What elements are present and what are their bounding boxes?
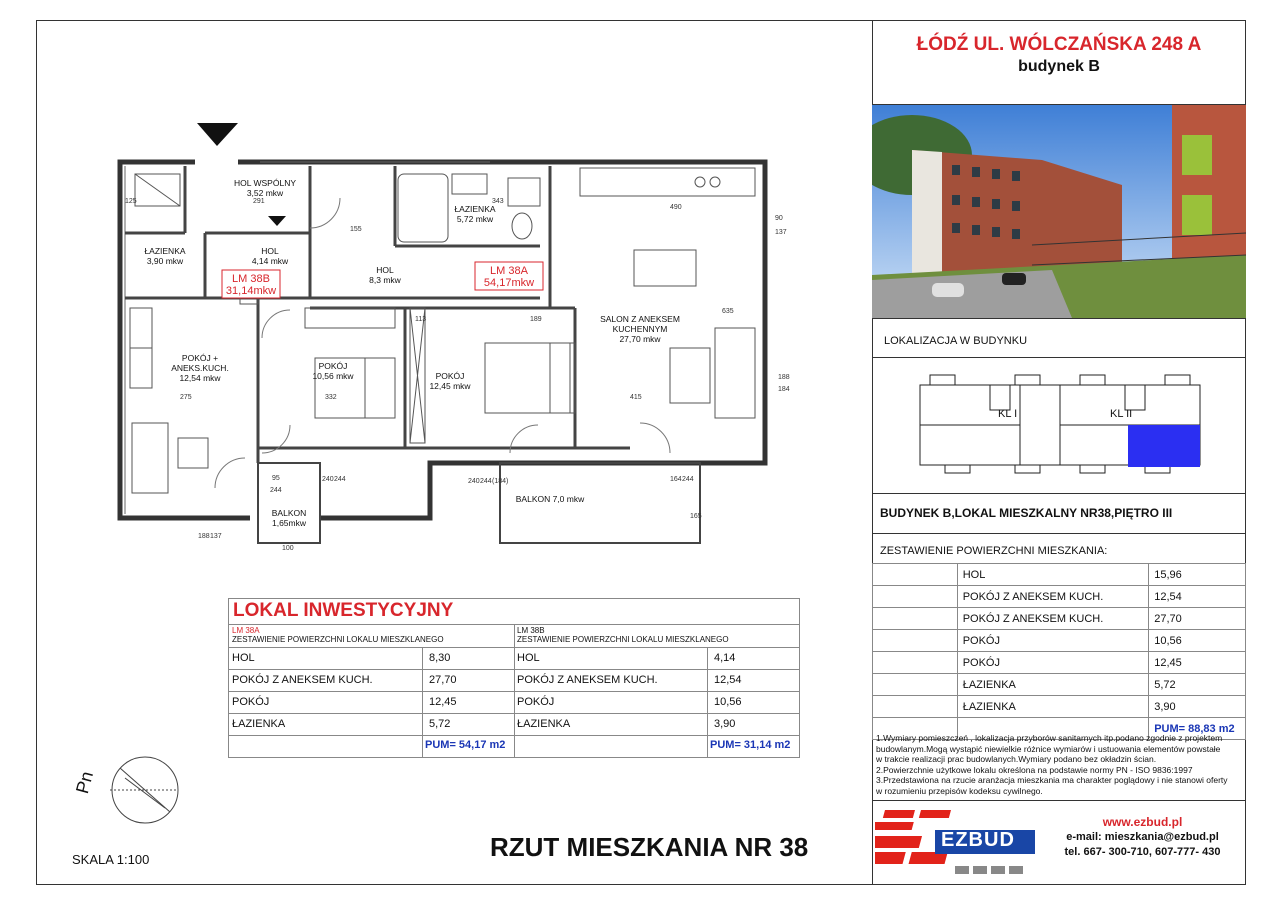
summary-room: POKÓJ <box>957 652 1149 674</box>
summary-area: 5,72 <box>1149 674 1246 696</box>
summary-area: 10,56 <box>1149 630 1246 652</box>
plan-dimension: 164 <box>670 476 682 483</box>
investment-title: LOKAL INWESTYCYJNY <box>233 600 454 621</box>
room-hol-b: HOL 4,14 mkw <box>251 246 289 266</box>
plan-dimension: 244 <box>270 487 282 494</box>
plan-dimension: 275 <box>180 394 192 401</box>
building-location-map <box>905 365 1235 475</box>
note-line: w rozumieniu przepisów kodeksu cywilnego. <box>876 785 1043 796</box>
building-render-illustration <box>872 105 1246 318</box>
plan-dimension: 240 <box>468 478 480 485</box>
inv-b-area: 10,56 <box>714 696 742 708</box>
inv-b-room: POKÓJ <box>517 696 555 708</box>
plan-dimension: 100 <box>282 545 294 552</box>
inv-a-room: POKÓJ <box>232 696 270 708</box>
unit-location-highlight <box>1128 425 1200 467</box>
phone-number: tel. 667- 300-710, 607-777- 430 <box>1064 846 1221 858</box>
lm38b-label: LM 38B 31,14mkw <box>225 273 277 297</box>
summary-total: PUM= 88,83 m2 <box>1149 718 1246 740</box>
scale-label: SKALA 1:100 <box>72 852 150 867</box>
summary-row <box>873 608 1246 630</box>
note-line: 1.Wymiary pomieszczeń , lokalizacja przyborów sanitarnych itp.podano zgodnie z projektem <box>876 733 1223 743</box>
room-hol-a: HOL 8,3 mkw <box>369 265 401 285</box>
building-render <box>872 105 1246 318</box>
email-link[interactable]: e-mail: mieszkania@ezbud.pl <box>1066 831 1219 843</box>
summary-area: 27,70 <box>1149 608 1246 630</box>
lm38a-label: LM 38A 54,17mkw <box>483 265 535 289</box>
plan-dimension: (184) <box>492 478 509 485</box>
note-line: w trakcie realizacji prac budowlanych.Wymiary podano bez okładzin ścian. <box>876 754 1157 764</box>
inv-a-total: PUM= 54,17 m2 <box>425 739 506 751</box>
logo-text: EZBUD <box>941 829 1015 851</box>
plan-dimension: 113 <box>415 316 427 323</box>
inv-b-room: POKÓJ Z ANEKSEM KUCH. <box>517 674 658 686</box>
unit-info: BUDYNEK B,LOKAL MIESZKALNY NR38,PIĘTRO III <box>880 506 1173 520</box>
plan-dimension: 188 <box>198 533 210 540</box>
building-subtitle: budynek B <box>1018 58 1100 75</box>
room-balkon-big: BALKON 7,0 mkw <box>515 494 585 504</box>
plan-dimension: 332 <box>325 394 337 401</box>
plan-dimension: 189 <box>530 316 542 323</box>
plan-dimension: 635 <box>722 308 734 315</box>
summary-row <box>873 564 1246 586</box>
inv-a-room: POKÓJ Z ANEKSEM KUCH. <box>232 674 373 686</box>
room-lazienka-b: ŁAZIENKA 3,90 mkw <box>144 246 186 266</box>
room-hol-wspolny: HOL WSPÓLNY 3,52 mkw <box>233 178 297 198</box>
inv-a-room: HOL <box>232 652 255 664</box>
room-lazienka-a: ŁAZIENKA 5,72 mkw <box>454 204 496 224</box>
summary-room: POKÓJ Z ANEKSEM KUCH. <box>957 586 1149 608</box>
summary-area: 12,45 <box>1149 652 1246 674</box>
summary-room: POKÓJ Z ANEKSEM KUCH. <box>957 608 1149 630</box>
summary-row <box>873 674 1246 696</box>
inv-b-room: ŁAZIENKA <box>517 718 571 730</box>
plan-dimension: 240 <box>322 476 334 483</box>
plan-dimension: 137 <box>775 229 787 236</box>
plan-dimension: 125 <box>125 198 137 205</box>
summary-row <box>873 630 1246 652</box>
plan-dimension: 490 <box>670 204 682 211</box>
room-pokoj-2: POKÓJ 12,45 mkw <box>429 371 471 391</box>
plan-dimension: 343 <box>492 198 504 205</box>
summary-row <box>873 652 1246 674</box>
summary-row <box>873 696 1246 718</box>
summary-area: 12,54 <box>1149 586 1246 608</box>
summary-room: ŁAZIENKA <box>957 674 1149 696</box>
floor-plan <box>110 118 790 558</box>
plan-dimension: 184 <box>778 386 790 393</box>
inv-b-area: 12,54 <box>714 674 742 686</box>
lm38b-code: LM 38B <box>517 626 545 635</box>
plan-dimension: 188 <box>778 374 790 381</box>
plan-dimension: 95 <box>272 475 280 482</box>
stair-kl2: KL II <box>1110 408 1133 420</box>
notes <box>876 733 1241 796</box>
plan-dimension: 165 <box>690 513 702 520</box>
plan-dimension: 244 <box>682 476 694 483</box>
plan-dimension: 291 <box>253 198 265 205</box>
location-label: LOKALIZACJA W BUDYNKU <box>884 335 1028 347</box>
summary-room: HOL <box>957 564 1149 586</box>
summary-row <box>873 586 1246 608</box>
inv-b-area: 4,14 <box>714 652 736 664</box>
lm38a-subtitle: ZESTAWIENIE POWIERZCHNI LOKALU MIESZKLANEGO <box>232 635 444 644</box>
summary-table <box>872 563 1246 740</box>
entrance-arrow <box>197 123 238 146</box>
ezbud-logo <box>875 810 1035 880</box>
north-label: Pn <box>72 769 98 796</box>
inv-a-area: 5,72 <box>429 718 451 730</box>
plan-dimension: 155 <box>350 226 362 233</box>
summary-room: POKÓJ <box>957 630 1149 652</box>
note-line: 2.Powierzchnie użytkowe lokalu określona na podstawie normy PN - ISO 9836:1997 <box>876 764 1193 775</box>
plan-dimension: 90 <box>775 215 783 222</box>
lm38b-subtitle: ZESTAWIENIE POWIERZCHNI LOKALU MIESZKLANEGO <box>517 635 729 644</box>
address-title: ŁÓDŹ UL. WÓLCZAŃSKA 248 A <box>916 34 1202 55</box>
room-balkon-small: BALKON 1,65mkw <box>271 508 307 528</box>
inv-a-room: ŁAZIENKA <box>232 718 286 730</box>
inv-b-area: 3,90 <box>714 718 736 730</box>
inv-a-area: 27,70 <box>429 674 457 686</box>
lm38a-code: LM 38A <box>232 626 260 635</box>
inv-b-total: PUM= 31,14 m2 <box>710 739 791 751</box>
summary-room: ŁAZIENKA <box>957 696 1149 718</box>
inv-a-area: 8,30 <box>429 652 451 664</box>
inv-b-room: HOL <box>517 652 540 664</box>
plan-title: RZUT MIESZKANIA NR 38 <box>490 832 809 862</box>
inv-a-area: 12,45 <box>429 696 457 708</box>
stair-kl1: KL I <box>998 408 1018 420</box>
note-line: 3.Przedstawiona na rzucie aranżacja mieszkania ma charakter poglądowy i nie stanowi oferty <box>876 775 1228 785</box>
summary-area: 3,90 <box>1149 696 1246 718</box>
north-compass <box>70 748 190 828</box>
plan-dimension: 244 <box>334 476 346 483</box>
plan-dimension: 244 <box>480 478 492 485</box>
room-salon: SALON Z ANEKSEM KUCHENNYM 27,70 mkw <box>600 314 680 344</box>
room-pokoj-1: POKÓJ 10,56 mkw <box>312 361 354 381</box>
investment-box <box>228 598 800 758</box>
note-line: budowlanym.Mogą wystąpić niewielkie różnice wymiarów i ustuowania elementów powstałe <box>876 743 1221 754</box>
plan-dimension: 415 <box>630 394 642 401</box>
room-pokoj-aneks: POKÓJ + ANEKS.KUCH. 12,54 mkw <box>171 353 229 383</box>
plan-dimension: 137 <box>210 533 222 540</box>
location-diagram <box>905 365 1235 475</box>
summary-area: 15,96 <box>1149 564 1246 586</box>
summary-heading: ZESTAWIENIE POWIERZCHNI MIESZKANIA: <box>880 545 1108 557</box>
website-link[interactable]: www.ezbud.pl <box>1102 815 1183 829</box>
